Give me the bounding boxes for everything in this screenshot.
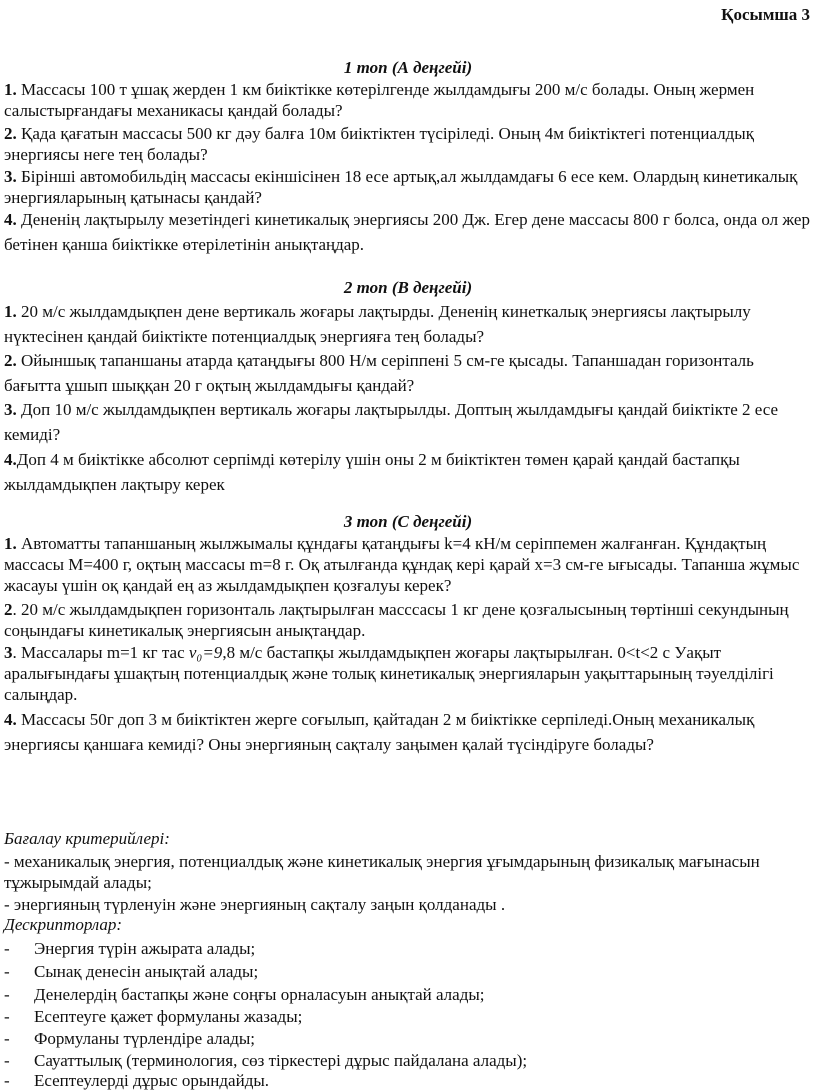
task-number: 3. xyxy=(4,400,17,419)
group-1-task-3 xyxy=(4,166,812,208)
task-number: 3 xyxy=(4,643,13,662)
appendix-label: Қосымша 3 xyxy=(721,5,810,24)
task-text: Ойыншық тапаншаны атарда қатаңдығы 800 Н/м серіппені 5 см-ге қысады. Тапаншадан горизонталь бағытта ұшып шыққан 20 г оқтың жылдамдығы қандай? xyxy=(4,351,754,395)
group-1-task-4 xyxy=(4,207,812,257)
task-text: Доп 10 м/с жылдамдықпен вертикаль жоғары лақтырылды. Доптың жылдамдығы қандай биіктікте 2 есе кемиді? xyxy=(4,400,779,444)
task-text: 20 м/с жылдамдықпен дене вертикаль жоғары лақтырды. Дененің кинеткалық энергиясы лақтырылу нүктесінен қандай биіктікте потенциалдық энергияға тең болады? xyxy=(4,302,751,346)
descriptor-item: - Сынақ денесін анықтай алады; xyxy=(4,962,259,981)
task-text: Бірінші автомобильдің массасы екіншісінен 18 есе артық,ал жылдамдағы 6 есе кем. Олардың кинетикалық энергияларының қатынасы қандай? xyxy=(4,167,798,207)
task-number: 2. xyxy=(4,351,17,370)
criteria-title: Бағалау критерийлері: xyxy=(4,829,170,848)
task-text: Дененің лақтырылу мезетіндегі кинетикалық энергиясы 200 Дж. Егер дене массасы 800 г болса, онда ол жер бетінен қанша биіктікке өтерілетінін анықтаңдар. xyxy=(4,210,810,254)
group-1-task-2 xyxy=(4,123,812,165)
initial-velocity: v₀=9 xyxy=(188,643,223,662)
task-number: 4. xyxy=(4,450,17,469)
task-text: Массасы 50г доп 3 м биіктіктен жерге соғылып, қайтадан 2 м биіктікке серпіледі.Оның механикалық энергиясы қаншаға кемиді? Оны энергияның сақталу заңымен қалай түсіндіруге болады? xyxy=(4,710,755,754)
group-3-title: 3 топ (С деңгейі) xyxy=(343,512,473,531)
criteria-item: - энергияның түрленуін және энергияның сақталу заңын қолданады . xyxy=(4,895,506,914)
task-text-a: . Массалары m=1 кг тас xyxy=(12,643,189,662)
criteria-item: - механикалық энергия, потенциалдық және кинетикалық энергия ұғымдарының физикалық мағынасын тұжырымдай алады; xyxy=(4,852,760,892)
task-number: 4. xyxy=(4,710,17,729)
group-2-task-2 xyxy=(4,348,812,398)
task-number: 2 xyxy=(4,600,13,619)
descriptor-item: - Есептеулерді дұрыс орындайды. xyxy=(4,1071,270,1090)
descriptor-item: - Формуланы түрлендіре алады; xyxy=(4,1029,255,1048)
task-text: Доп 4 м биіктікке абсолют серпімді көтерілу үшін оны 2 м биіктіктен төмен қарай қандай бастапқы жылдамдықпен лақтыру керек xyxy=(4,450,740,494)
task-text: . 20 м/с жылдамдықпен горизонталь лақтырылған масссасы 1 кг дене қозғалысының төртінші секундының соңындағы кинетикалық энергиясын анықтаңдар. xyxy=(4,600,789,640)
descriptor-item: - Есептеуге қажет формуланы жазады; xyxy=(4,1007,303,1026)
task-text: Автоматты тапаншаның жылжымалы құндағы қатаңдығы k=4 кН/м серіппемен жалғанған. Құндақтың массасы M=400 г, оқтың массасы m=8 г. Оқ атылғанда құндақ кері қарай x=3 см-ге ығысады. Тапанша жұмыс жасауы үшін оқ қандай ең аз жылдамдықпен қозғалуы керек? xyxy=(4,534,800,595)
task-number: 3. xyxy=(4,167,17,186)
group-3-task-4 xyxy=(4,707,812,757)
task-text: Қада қағатын массасы 500 кг дәу балға 10м биіктіктен түсіріледі. Оның 4м биіктіктегі потенциалдық энергиясы неге тең болады? xyxy=(4,124,754,164)
descriptors-title: Дескрипторлар: xyxy=(4,915,123,934)
task-text-b: ,8 м/с бастапқы жылдамдықпен жоғары лақтырылған. 0<t<2 с Уақыт аралығындағы ұшақтың потенциалдық және толық кинетикалық энергияларын уақыттарының тәуелділігі салыңдар. xyxy=(4,643,774,704)
task-number: 1. xyxy=(4,80,17,99)
task-number: 4. xyxy=(4,210,17,229)
task-text: Массасы 100 т ұшақ жерден 1 км биіктікке көтерілгенде жылдамдығы 200 м/с болады. Оның жермен салыстырғандағы механикасы қандай болады? xyxy=(4,80,755,120)
group-3-task-1 xyxy=(4,533,812,596)
group-2-task-3 xyxy=(4,397,812,447)
group-2-task-1 xyxy=(4,299,812,349)
task-number: 2. xyxy=(4,124,17,143)
task-number: 1. xyxy=(4,302,17,321)
group-2-title: 2 топ (В деңгейі) xyxy=(343,278,473,297)
descriptor-item: - Энергия түрін ажырата алады; xyxy=(4,939,256,958)
group-1-task-1 xyxy=(4,79,812,121)
group-3-task-2 xyxy=(4,599,812,641)
descriptor-item: - Денелердің бастапқы және соңғы орналасуын анықтай алады; xyxy=(4,985,485,1004)
group-2-task-4 xyxy=(4,447,812,497)
group-1-title: 1 топ (А деңгейі) xyxy=(343,58,473,77)
group-3-task-3 xyxy=(4,642,812,705)
descriptor-item: - Сауаттылық (терминология, сөз тіркестері дұрыс пайдалана алады); xyxy=(4,1051,528,1070)
task-number: 1. xyxy=(4,534,17,553)
